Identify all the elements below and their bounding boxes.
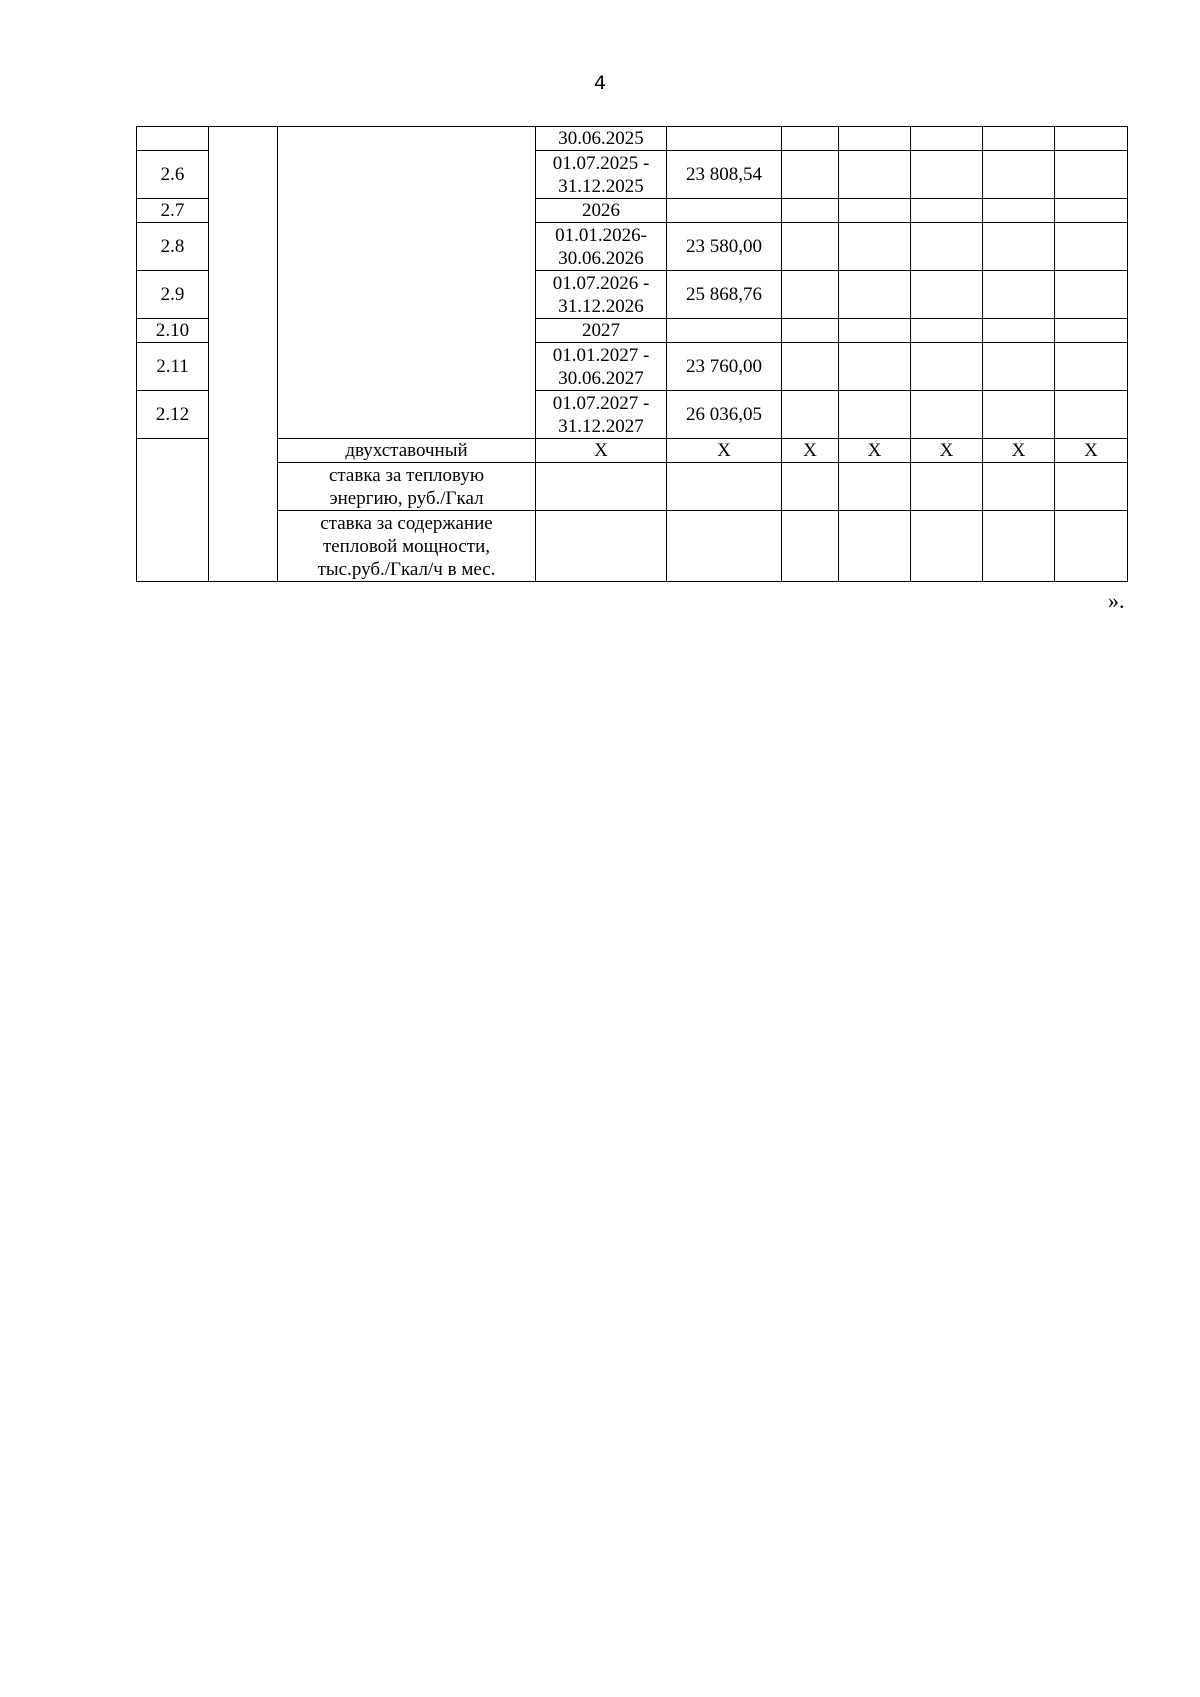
- table-row: [137, 511, 1128, 582]
- tariff-type-label: двухставочный: [278, 439, 536, 463]
- period-cell: 01.07.2026 - 31.12.2026: [536, 271, 667, 319]
- empty-cell: [782, 463, 839, 511]
- empty-cell: [911, 511, 983, 582]
- empty-cell: [1055, 511, 1128, 582]
- empty-cell: [839, 511, 911, 582]
- rate-energy-label: ставка за тепловую энергию, руб./Гкал: [278, 463, 536, 511]
- x-mark: X: [1055, 439, 1128, 463]
- period-cell: 2026: [536, 199, 667, 223]
- empty-cell: [782, 511, 839, 582]
- row-number-cell: 2.10: [137, 319, 209, 343]
- empty-cell: [911, 223, 983, 271]
- empty-cell: [782, 343, 839, 391]
- x-mark: X: [839, 439, 911, 463]
- empty-cell: [1055, 343, 1128, 391]
- empty-cell: [782, 127, 839, 151]
- empty-cell: [839, 319, 911, 343]
- page-number: 4: [593, 72, 607, 94]
- value-cell: [667, 127, 782, 151]
- table-row: [137, 127, 1128, 151]
- empty-cell: [983, 319, 1055, 343]
- period-cell: 01.01.2026- 30.06.2026: [536, 223, 667, 271]
- empty-cell: [1055, 199, 1128, 223]
- empty-cell: [782, 151, 839, 199]
- empty-cell: [911, 151, 983, 199]
- empty-cell: [137, 439, 209, 582]
- value-cell: 26 036,05: [667, 391, 782, 439]
- empty-cell: [839, 463, 911, 511]
- empty-cell: [1055, 463, 1128, 511]
- row-number-cell: 2.7: [137, 199, 209, 223]
- empty-cell: [1055, 319, 1128, 343]
- empty-cell: [839, 151, 911, 199]
- table-row: [137, 463, 1128, 511]
- period-cell: 01.01.2027 - 30.06.2027: [536, 343, 667, 391]
- value-cell: [667, 319, 782, 343]
- empty-cell: [983, 127, 1055, 151]
- x-mark: X: [667, 439, 782, 463]
- empty-cell: [782, 391, 839, 439]
- empty-cell: [911, 463, 983, 511]
- empty-cell: [911, 271, 983, 319]
- period-cell: 01.07.2025 - 31.12.2025: [536, 151, 667, 199]
- empty-cell: [1055, 271, 1128, 319]
- empty-cell: [209, 127, 278, 582]
- empty-cell: [911, 343, 983, 391]
- empty-cell: [911, 391, 983, 439]
- empty-cell: [911, 319, 983, 343]
- empty-cell: [839, 199, 911, 223]
- value-cell: 23 580,00: [667, 223, 782, 271]
- empty-cell: [1055, 151, 1128, 199]
- row-number-cell: 2.11: [137, 343, 209, 391]
- empty-cell: [983, 151, 1055, 199]
- empty-cell: [839, 271, 911, 319]
- empty-cell: [983, 271, 1055, 319]
- row-number-cell: 2.9: [137, 271, 209, 319]
- value-cell: 25 868,76: [667, 271, 782, 319]
- empty-cell: [839, 223, 911, 271]
- period-cell: 01.07.2027 - 31.12.2027: [536, 391, 667, 439]
- x-mark: X: [782, 439, 839, 463]
- empty-cell: [782, 199, 839, 223]
- x-mark: X: [536, 439, 667, 463]
- empty-cell: [667, 463, 782, 511]
- empty-cell: [911, 199, 983, 223]
- empty-cell: [536, 463, 667, 511]
- rate-capacity-label: ставка за содержание тепловой мощности, тыс.руб./Гкал/ч в мес.: [278, 511, 536, 582]
- row-number-cell: 2.6: [137, 151, 209, 199]
- x-mark: X: [911, 439, 983, 463]
- empty-cell: [536, 511, 667, 582]
- empty-cell: [839, 391, 911, 439]
- empty-cell: [911, 127, 983, 151]
- empty-cell: [278, 127, 536, 439]
- row-number-cell: [137, 127, 209, 151]
- empty-cell: [983, 199, 1055, 223]
- empty-cell: [839, 343, 911, 391]
- empty-cell: [667, 511, 782, 582]
- empty-cell: [1055, 391, 1128, 439]
- empty-cell: [1055, 127, 1128, 151]
- closing-quote: ».: [1108, 588, 1125, 613]
- value-cell: 23 808,54: [667, 151, 782, 199]
- value-cell: [667, 199, 782, 223]
- empty-cell: [1055, 223, 1128, 271]
- period-cell: 2027: [536, 319, 667, 343]
- empty-cell: [983, 463, 1055, 511]
- row-number-cell: 2.12: [137, 391, 209, 439]
- empty-cell: [782, 223, 839, 271]
- empty-cell: [782, 319, 839, 343]
- row-number-cell: 2.8: [137, 223, 209, 271]
- empty-cell: [983, 343, 1055, 391]
- empty-cell: [983, 391, 1055, 439]
- value-cell: 23 760,00: [667, 343, 782, 391]
- table-row: [137, 439, 1128, 463]
- tariff-table-body: [137, 127, 1128, 582]
- empty-cell: [782, 271, 839, 319]
- empty-cell: [983, 223, 1055, 271]
- period-cell: 30.06.2025: [536, 127, 667, 151]
- empty-cell: [983, 511, 1055, 582]
- x-mark: X: [983, 439, 1055, 463]
- tariff-table: [136, 126, 1128, 582]
- empty-cell: [839, 127, 911, 151]
